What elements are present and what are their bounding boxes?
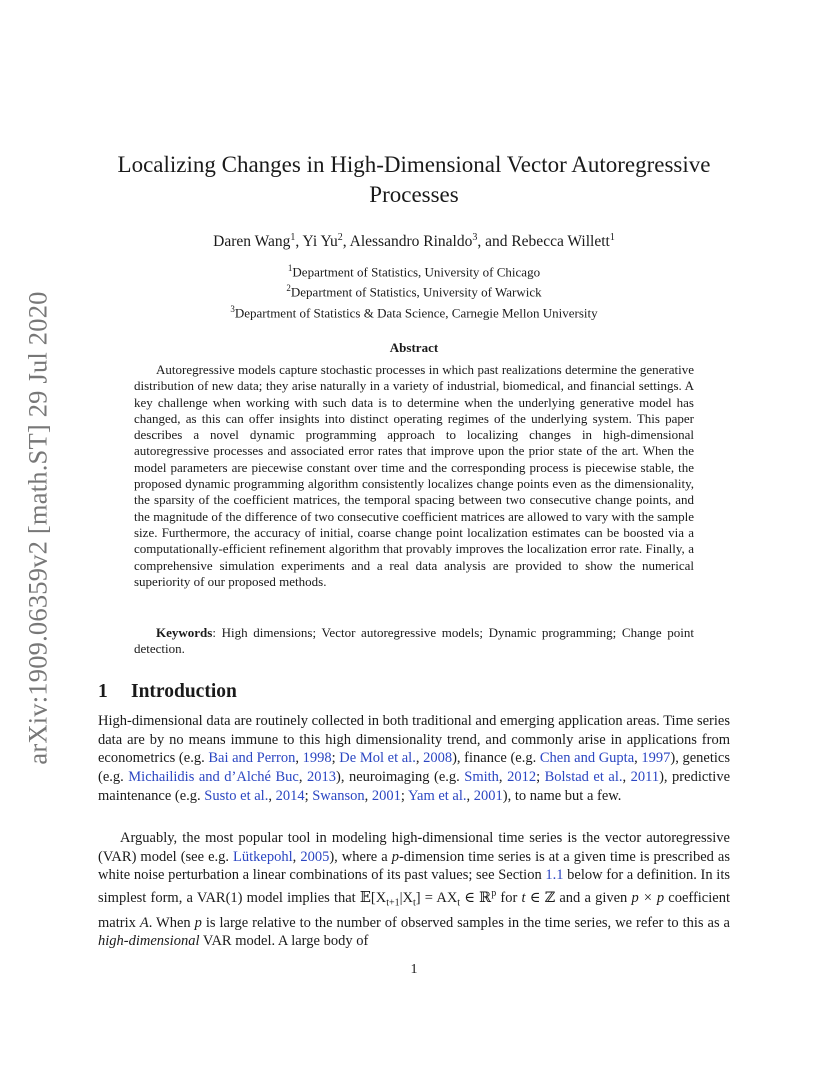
citation-link[interactable]: 2013: [306, 769, 336, 786]
text-run: High-dimensional data are routinely collected in both traditional and emerging application areas. Time series data are by no means immune to this high dimensionality trend, and commonly arise in applications from econometrics (e.g.: [98, 713, 730, 767]
arxiv-watermark: [18, 283, 58, 773]
text-run: . When: [148, 914, 195, 931]
keywords-label: Keywords: [156, 625, 213, 640]
text-run: ,: [295, 750, 303, 767]
text-run: ), genetics (e.g.: [98, 750, 731, 786]
italic-text: p: [194, 914, 202, 931]
intro-paragraph-2: [98, 829, 730, 951]
keywords-text: : High dimensions; Vector autoregressive models; Dynamic programming; Change point detection.: [134, 625, 694, 656]
italic-text: high-dimensional: [98, 933, 200, 950]
text-run: ;: [304, 787, 313, 804]
subscript: t: [457, 897, 461, 909]
citation-link[interactable]: Swanson: [312, 787, 365, 804]
citation-link[interactable]: 1998: [302, 750, 332, 767]
citation-link[interactable]: Yam et al.: [407, 787, 467, 804]
author-name: Rebecca Willett: [511, 233, 610, 251]
subscript: t+1: [386, 897, 400, 909]
italic-text: p: [391, 848, 399, 865]
text-run: coefficient matrix: [98, 889, 730, 931]
arxiv-watermark-text: arXiv:1909.06359v2 [math.ST] 29 Jul 2020: [22, 291, 53, 765]
citation-link[interactable]: De Mol et al.: [339, 750, 416, 767]
affiliation-list: [90, 260, 738, 321]
citation-link[interactable]: Bolstad et al.: [544, 769, 623, 786]
author-affiliation-mark: 2: [337, 232, 343, 243]
text-run: ] = AX: [415, 889, 458, 906]
citation-link[interactable]: 2001: [473, 787, 503, 804]
citation-link[interactable]: 2014: [275, 787, 305, 804]
keywords: [134, 625, 694, 657]
affiliation-text: Department of Statistics, University of Warwick: [290, 284, 542, 300]
text-run: ), where a: [329, 848, 392, 865]
text-run: ;: [331, 750, 340, 767]
citation-link[interactable]: 1.1: [545, 867, 564, 884]
text-run: below for a definition. In its simplest form, a VAR(1) model implies that 𝔼[X: [98, 867, 730, 906]
author-affiliation-mark: 1: [609, 232, 615, 243]
text-run: Arguably, the most popular tool in modeling high-dimensional time series is the vector autoregressive (VAR) model (see e.g.: [98, 830, 730, 865]
text-run: ,: [292, 848, 301, 865]
text-run: ;: [400, 787, 408, 804]
text-run: ,: [298, 769, 307, 786]
affiliation-line: [90, 301, 738, 321]
paper-title: [90, 150, 738, 210]
affiliation-mark: 2: [286, 283, 291, 294]
text-run: ,: [498, 769, 508, 786]
citation-link[interactable]: Smith: [464, 769, 499, 786]
abstract-heading: Abstract: [389, 340, 439, 355]
italic-text: A: [139, 914, 149, 931]
abstract-body: Autoregressive models capture stochastic processes in which past realizations determine the generative distribution of new data; they arise naturally in a variety of industrial, biomedical, and financial settings. A key challenge when working with such data is to determine when the underlying generative model has changed, as this can offer insights into distinct operating regimes of the underlying system. This paper describes a novel dynamic programming approach to localizing changes in high-dimensional autoregressive processes and associated error rates that improve upon the prior state of the art. When the model parameters are piecewise constant over time and the corresponding process is piecewise stable, the proposed dynamic programming algorithm consistently localizes change points even as the dimensionality, the sparsity of the coefficient matrices, the temporal spacing between two consecutive change points, and the magnitude of the difference of two consecutive coefficient matrices are allowed to vary with the sample size. Furthermore, the accuracy of initial, coarse change point localization estimates can be boosted via a computationally-efficient refinement algorithm that provably improves the localization error rate. Finally, a comprehensive simulation experiments and a real data analysis are provided to show the numerical superiority of our proposed methods.: [134, 362, 694, 589]
italic-text: p × p: [631, 889, 665, 906]
title-line-1: Localizing Changes in High-Dimensional Vector Autoregressive: [117, 152, 711, 177]
citation-link[interactable]: 2008: [423, 750, 453, 767]
text-run: ,: [268, 787, 276, 804]
text-run: ,: [634, 750, 642, 767]
text-run: -dimension time series is at a given time is prescribed as white noise perturbation a linear combinations of its past values; see Section: [98, 848, 730, 884]
author-name: Yi Yu: [302, 233, 338, 251]
title-line-2: Processes: [369, 182, 459, 207]
section-heading: [98, 681, 237, 703]
text-run: is large relative to the number of observed samples in the time series, we refer to this as a: [201, 914, 730, 931]
citation-link[interactable]: Bai and Perron: [208, 750, 296, 767]
text-run: ,: [364, 787, 372, 804]
citation-link[interactable]: Lütkepohl: [233, 848, 293, 865]
page-number: 1: [410, 962, 418, 977]
affiliation-mark: 1: [287, 263, 293, 273]
text-run: ), to name but a few.: [502, 787, 622, 804]
affiliation-mark: 3: [230, 303, 235, 314]
intro-paragraph-1: [98, 712, 730, 806]
text-run: |X: [399, 889, 414, 906]
italic-text: t: [521, 889, 526, 906]
author-name: Daren Wang: [213, 233, 291, 251]
text-run: VAR model. A large body of: [199, 933, 369, 950]
subscript: t: [413, 897, 416, 909]
text-run: ), neuroimaging (e.g.: [335, 769, 465, 786]
affiliation-text: Department of Statistics & Data Science, Carnegie Mellon University: [234, 304, 598, 320]
author-affiliation-mark: 3: [472, 232, 478, 243]
citation-link[interactable]: Chen and Gupta: [539, 750, 635, 767]
text-run: ), predictive maintenance (e.g.: [98, 769, 731, 804]
citation-link[interactable]: 2005: [300, 848, 330, 865]
abstract-text: [134, 362, 694, 590]
citation-link[interactable]: Michailidis and d’Alché Buc: [128, 769, 299, 786]
author-list: Daren Wang$^1$, Yi Yu$^2$, Alessandro Rinaldo$^3$, and Rebecca Willett$^1$: [213, 232, 615, 251]
text-run: ,: [466, 787, 474, 804]
text-run: ∈ ℤ and a given: [525, 889, 632, 906]
citation-link[interactable]: 2011: [630, 769, 660, 786]
author-name: Alessandro Rinaldo: [349, 233, 473, 251]
section-title: Introduction: [131, 681, 237, 702]
citation-link[interactable]: 2012: [507, 769, 537, 786]
affiliation-line: [90, 280, 738, 300]
citation-link[interactable]: 2001: [371, 787, 401, 804]
affiliation-line: [90, 260, 738, 280]
text-run: for: [496, 889, 522, 906]
section-number: 1: [98, 681, 108, 702]
text-run: ,: [415, 750, 424, 767]
text-run: ∈ ℝ: [460, 889, 492, 906]
citation-link[interactable]: Susto et al.: [204, 787, 269, 804]
text-run: ), finance (e.g.: [452, 750, 540, 767]
text-run: ,: [622, 769, 631, 786]
citation-link[interactable]: 1997: [641, 750, 671, 767]
author-affiliation-mark: 1: [290, 232, 296, 243]
text-run: ;: [536, 769, 545, 786]
affiliation-text: Department of Statistics, University of Chicago: [292, 264, 541, 280]
superscript: p: [491, 888, 497, 900]
